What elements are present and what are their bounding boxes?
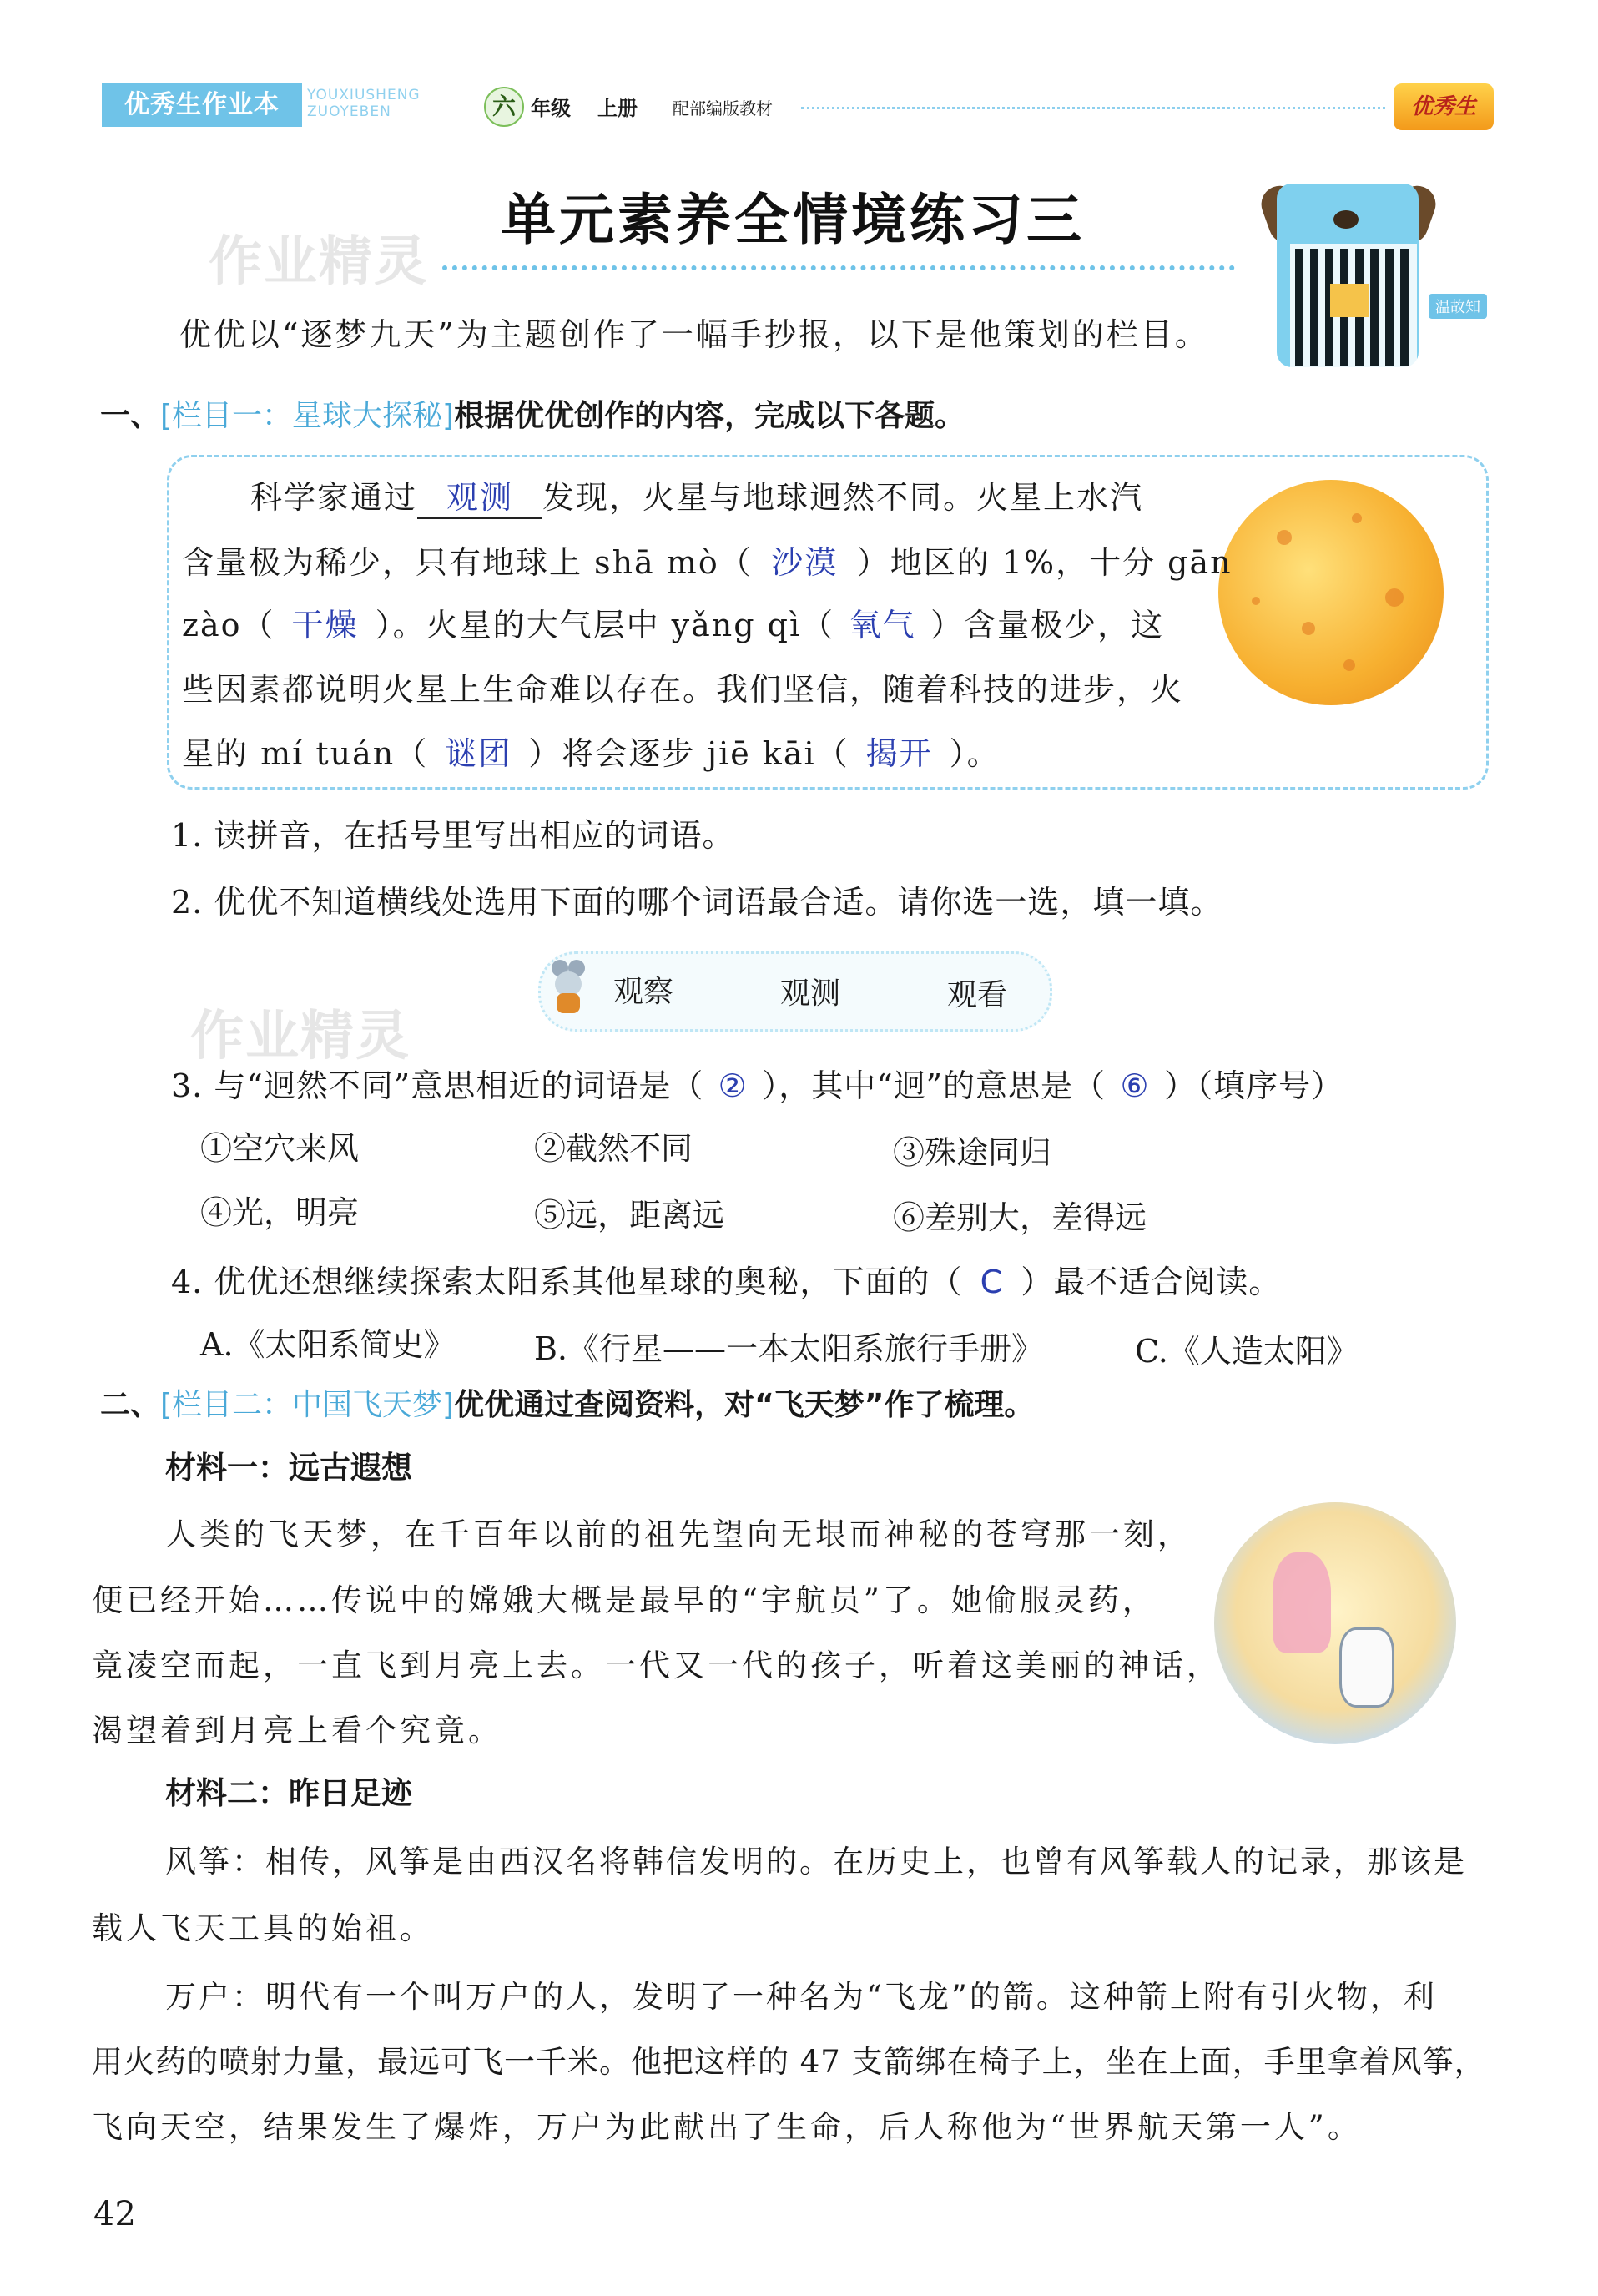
material1-line: 人类的飞天梦，在千百年以前的祖先望向无垠而神秘的苍穹那一刻， (165, 1516, 1192, 1552)
material1-line: 竟凌空而起，一直飞到月亮上去。一代又一代的孩子，听着这美丽的神话， (92, 1648, 1221, 1683)
question-text: 4. 优优还想继续探索太阳系其他星球的奥秘，下面的（ (171, 1264, 963, 1300)
section1-instruction: 根据优优创作的内容，完成以下各题。 (454, 399, 965, 433)
question-text: ）最不适合阅读。 (1021, 1264, 1282, 1300)
material1-line: 渴望着到月亮上看个究竟。 (92, 1713, 502, 1748)
passage-text: ）将会逐步 jiē kāi（ (528, 735, 849, 772)
passage-line1 (250, 472, 1143, 519)
answer-field[interactable]: ② (718, 1067, 748, 1104)
qr-logo-icon (1330, 284, 1369, 317)
page-title: 单元素养全情境练习三 (501, 188, 1085, 252)
grade-label: 年级 (531, 97, 571, 120)
question-text: 3. 与“迥然不同”意思相近的词语是（ (171, 1067, 704, 1104)
brand-pinyin (307, 87, 421, 120)
option: ④光，明亮 (200, 1194, 360, 1231)
brand-pinyin-line1: YOUXIUSHENG (307, 87, 421, 103)
material2-line: 用火药的喷射力量，最远可飞一千米。他把这样的 47 支箭绑在椅子上，坐在上面，手里拿着风筝， (92, 2044, 1486, 2080)
passage-text: zào（ (182, 607, 275, 643)
word-option-2[interactable]: 观测 (780, 976, 841, 1011)
answer-field[interactable]: ⑥ (1120, 1067, 1150, 1104)
title-underline (442, 265, 1235, 270)
passage-text: 发现，火星与地球迥然不同。火星上水汽 (542, 479, 1144, 516)
header-divider (801, 107, 1385, 109)
passage-line5 (182, 728, 1001, 774)
section2-heading (100, 1381, 1034, 1424)
material2-line: 载人飞天工具的始祖。 (92, 1910, 434, 1946)
option: ⑤远，距离远 (534, 1197, 725, 1234)
answer-field[interactable]: 揭开 (865, 735, 933, 772)
grade-badge: 六 (484, 87, 524, 127)
section2-instruction: 优优通过查阅资料，对“飞天梦”作了梳理。 (454, 1388, 1035, 1422)
question-4 (171, 1256, 1281, 1302)
question-1: 1. 读拼音，在括号里写出相应的词语。 (171, 817, 735, 854)
option: ①空穴来风 (200, 1130, 360, 1167)
word-option-1[interactable]: 观察 (613, 975, 674, 1009)
material1-line: 便已经开始……传说中的嫦娥大概是最早的“宇航员”了。她偷服灵药， (92, 1582, 1157, 1618)
question-text: ），其中“迥”的意思是（ (762, 1067, 1107, 1104)
answer-field[interactable]: 干燥 (291, 607, 359, 643)
word-option-3[interactable]: 观看 (947, 978, 1008, 1012)
mars-illustration (1218, 480, 1444, 705)
material2-line: 风筝：相传，风筝是由西汉名将韩信发明的。在历史上，也曾有风筝载人的记录，那该是 (165, 1844, 1467, 1880)
answer-field[interactable]: 氧气 (849, 607, 916, 643)
page-number: 42 (93, 2195, 136, 2233)
passage-text: 星的 mí tuán（ (182, 735, 429, 772)
passage-text: 科学家通过 (250, 479, 418, 516)
publisher-logo: 优秀生 (1394, 83, 1494, 130)
answer-blank[interactable]: 观测 (417, 472, 542, 519)
question-text: ）（填序号） (1164, 1067, 1344, 1104)
passage-line3 (182, 599, 1164, 645)
watermark: 作业精灵 (209, 231, 429, 293)
brand-pinyin-line2: ZUOYEBEN (307, 103, 391, 120)
passage-text: ）。 (949, 735, 1001, 772)
passage-line2 (182, 537, 1233, 583)
watermark: 作业精灵 (190, 1006, 411, 1067)
term-label: 上册 (597, 97, 638, 120)
question-3 (171, 1060, 1343, 1106)
change-flying-illustration (1214, 1502, 1456, 1744)
passage-line4: 些因素都说明火星上生命难以存在。我们坚信，随着科技的进步，火 (182, 671, 1184, 708)
answer-field[interactable]: 沙漠 (771, 544, 839, 581)
answer-field[interactable]: 谜团 (445, 735, 512, 772)
passage-text: ）地区的 1%，十分 gān (856, 544, 1233, 581)
mouse-icon (547, 960, 588, 1015)
section1-heading (100, 392, 965, 435)
edition-label: 配部编版教材 (673, 98, 773, 119)
answer-field[interactable]: C (980, 1264, 1004, 1300)
material2-line: 万户：明代有一个叫万户的人，发明了一种名为“飞龙”的箭。这种箭上附有引火物，利 (165, 1979, 1437, 2015)
passage-text: 含量极为稀少，只有地球上 shā mò（ (182, 544, 753, 581)
material1-heading: 材料一：远古遐想 (165, 1450, 412, 1486)
section1-column: [栏目一：星球大探秘] (160, 399, 455, 433)
section2-number: 二、 (100, 1388, 161, 1422)
question-2: 2. 优优不知道横线处选用下面的哪个词语最合适。请你选一选，填一填。 (171, 884, 1223, 921)
material2-line: 飞向天空，结果发生了爆炸，万户为此献出了生命，后人称他为“世界航天第一人”。 (92, 2109, 1362, 2145)
qr-tag: 温故知 (1429, 294, 1487, 319)
book-option: B.《行星——一本太阳系旅行手册》 (534, 1330, 1044, 1367)
passage-text: ）。火星的大气层中 yǎng qì（ (375, 607, 835, 643)
option: ⑥差别大，差得远 (893, 1199, 1147, 1236)
option: ③殊途同归 (893, 1134, 1052, 1171)
section1-number: 一、 (100, 399, 161, 433)
book-option: C.《人造太阳》 (1135, 1333, 1359, 1370)
section2-column: [栏目二：中国飞天梦] (160, 1388, 455, 1422)
passage-text: ）含量极少，这 (930, 607, 1165, 643)
intro-text: 优优以“逐梦九天”为主题创作了一幅手抄报，以下是他策划的栏目。 (179, 316, 1209, 353)
option: ②截然不同 (534, 1130, 693, 1167)
brand-banner: 优秀生作业本 (102, 83, 302, 127)
material2-heading: 材料二：昨日足迹 (165, 1775, 412, 1811)
dog-nose-icon (1333, 210, 1359, 229)
book-option: A.《太阳系简史》 (200, 1326, 456, 1363)
